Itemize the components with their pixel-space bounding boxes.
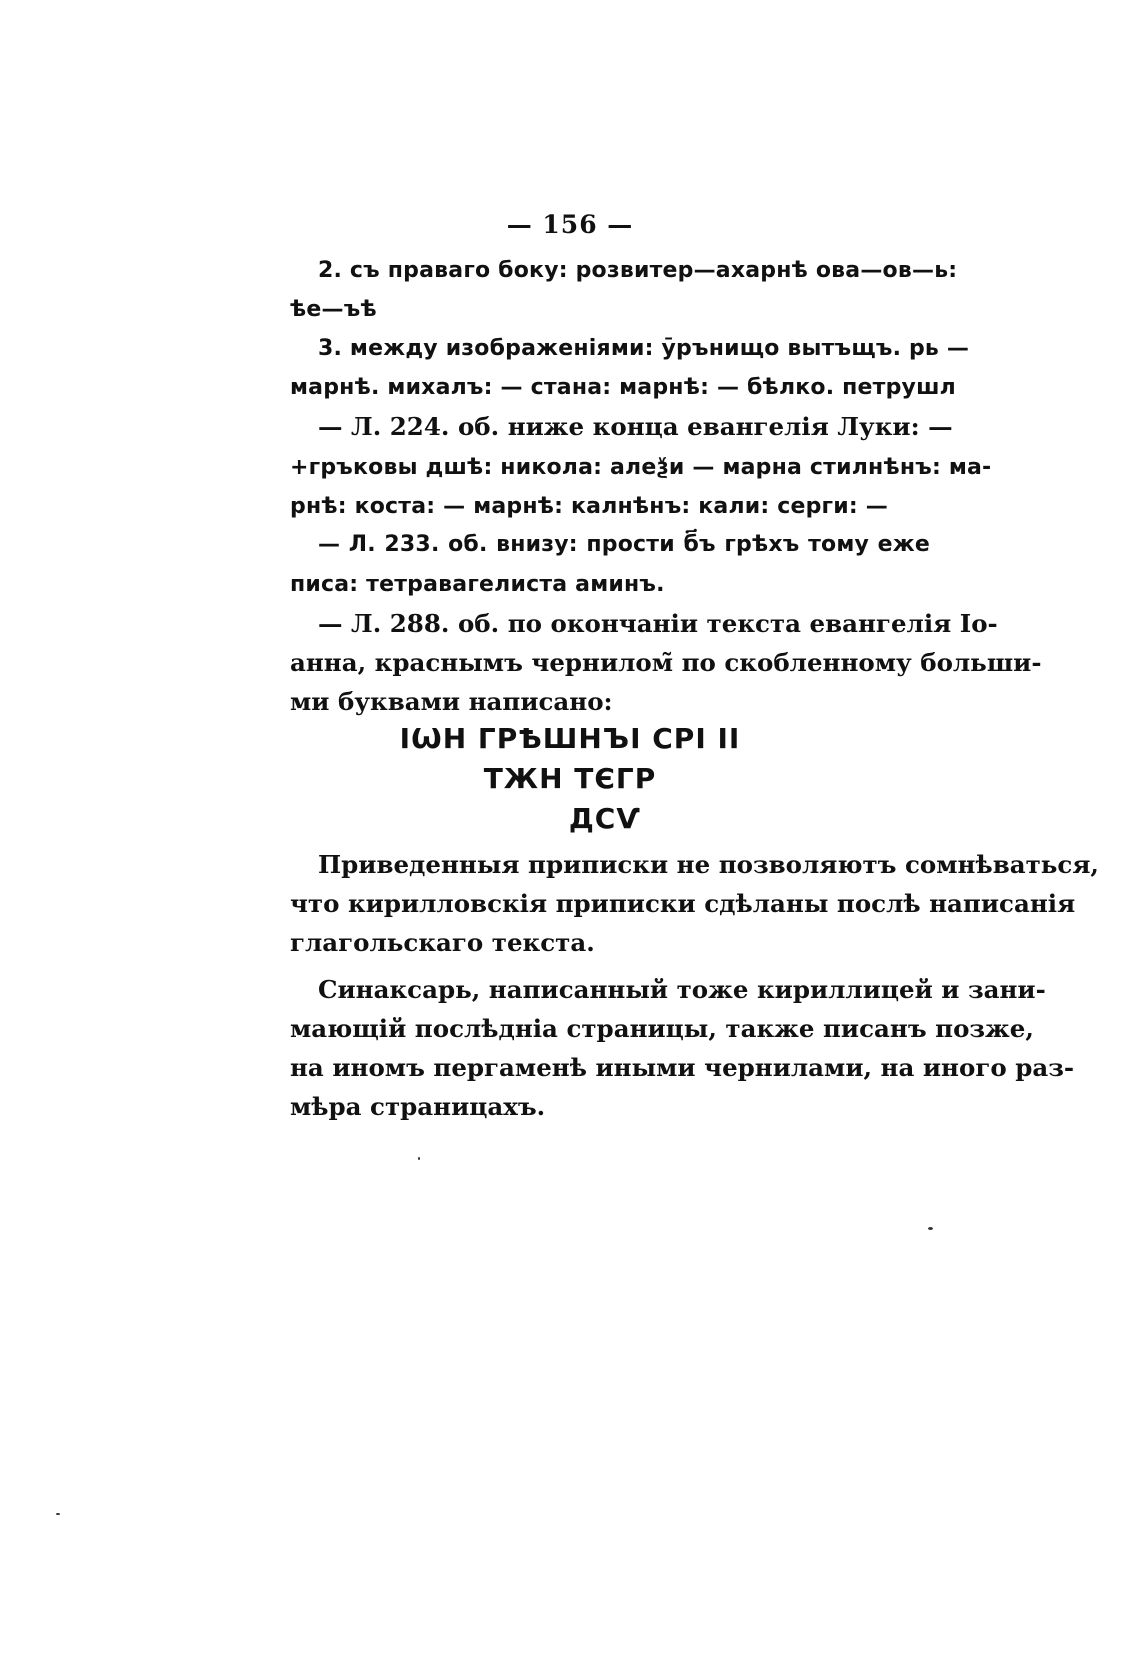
text-line-3: 3. между изображеніями: ӯрънищо вытъщъ. рь —: [318, 336, 970, 361]
text-line-14: что кирилловскія приписки сдѣланы послѣ написанія: [290, 889, 1076, 918]
text-line-4: марнѣ. михалъ: — стана: марнѣ: — бѣлко. петрушл: [290, 375, 956, 400]
cyrillic-inscription-line-3: ДСѴ: [568, 802, 642, 835]
text-line-9: писа: тетравагелиста аминъ.: [290, 572, 665, 597]
text-line-7: рнѣ: коста: — марнѣ: калнѣнъ: кали: серги: —: [290, 494, 888, 519]
cyrillic-inscription-line-2: ТЖН ТЄГР: [483, 762, 657, 795]
text-line-12: ми буквами написано:: [290, 687, 613, 716]
text-line-18: на иномъ пергаменѣ иными чернилами, на иного раз-: [290, 1053, 1075, 1082]
text-line-17: мающій послѣдніа страницы, также писанъ позже,: [290, 1014, 1034, 1043]
text-line-5: — Л. 224. об. ниже конца евангелія Луки: —: [318, 412, 953, 441]
text-line-19: мѣра страницахъ.: [290, 1092, 546, 1121]
text-line-1: 2. съ праваго боку: розвитер—ахарнѣ ова—ов—ь:: [318, 258, 958, 283]
text-line-13: Приведенныя приписки не позволяютъ сомнѣваться,: [318, 850, 1099, 879]
cyrillic-inscription-line-1: ІѠН ГРѢШНЪІ СРІ II: [399, 722, 741, 755]
paper-speck: [418, 1157, 420, 1160]
page-number: — 156 —: [506, 210, 634, 239]
text-line-6: +гръковы дшѣ: никола: алеѯи — марна стилнѣнъ: ма-: [290, 455, 992, 480]
text-line-16: Синаксарь, написанный тоже кириллицей и зани-: [318, 975, 1046, 1004]
text-line-8: — Л. 233. об. внизу: прости б҃ъ грѣхъ тому еже: [318, 532, 930, 557]
paper-speck: [56, 1513, 60, 1515]
text-line-10: — Л. 288. об. по окончаніи текста евангелія Іо-: [318, 609, 998, 638]
paper-speck: [928, 1227, 933, 1230]
text-line-15: глагольскаго текста.: [290, 928, 595, 957]
text-line-2: ѣе—ъѣ: [290, 297, 377, 322]
text-line-11: анна, краснымъ чернилом̃ по скобленному больши-: [290, 648, 1042, 677]
